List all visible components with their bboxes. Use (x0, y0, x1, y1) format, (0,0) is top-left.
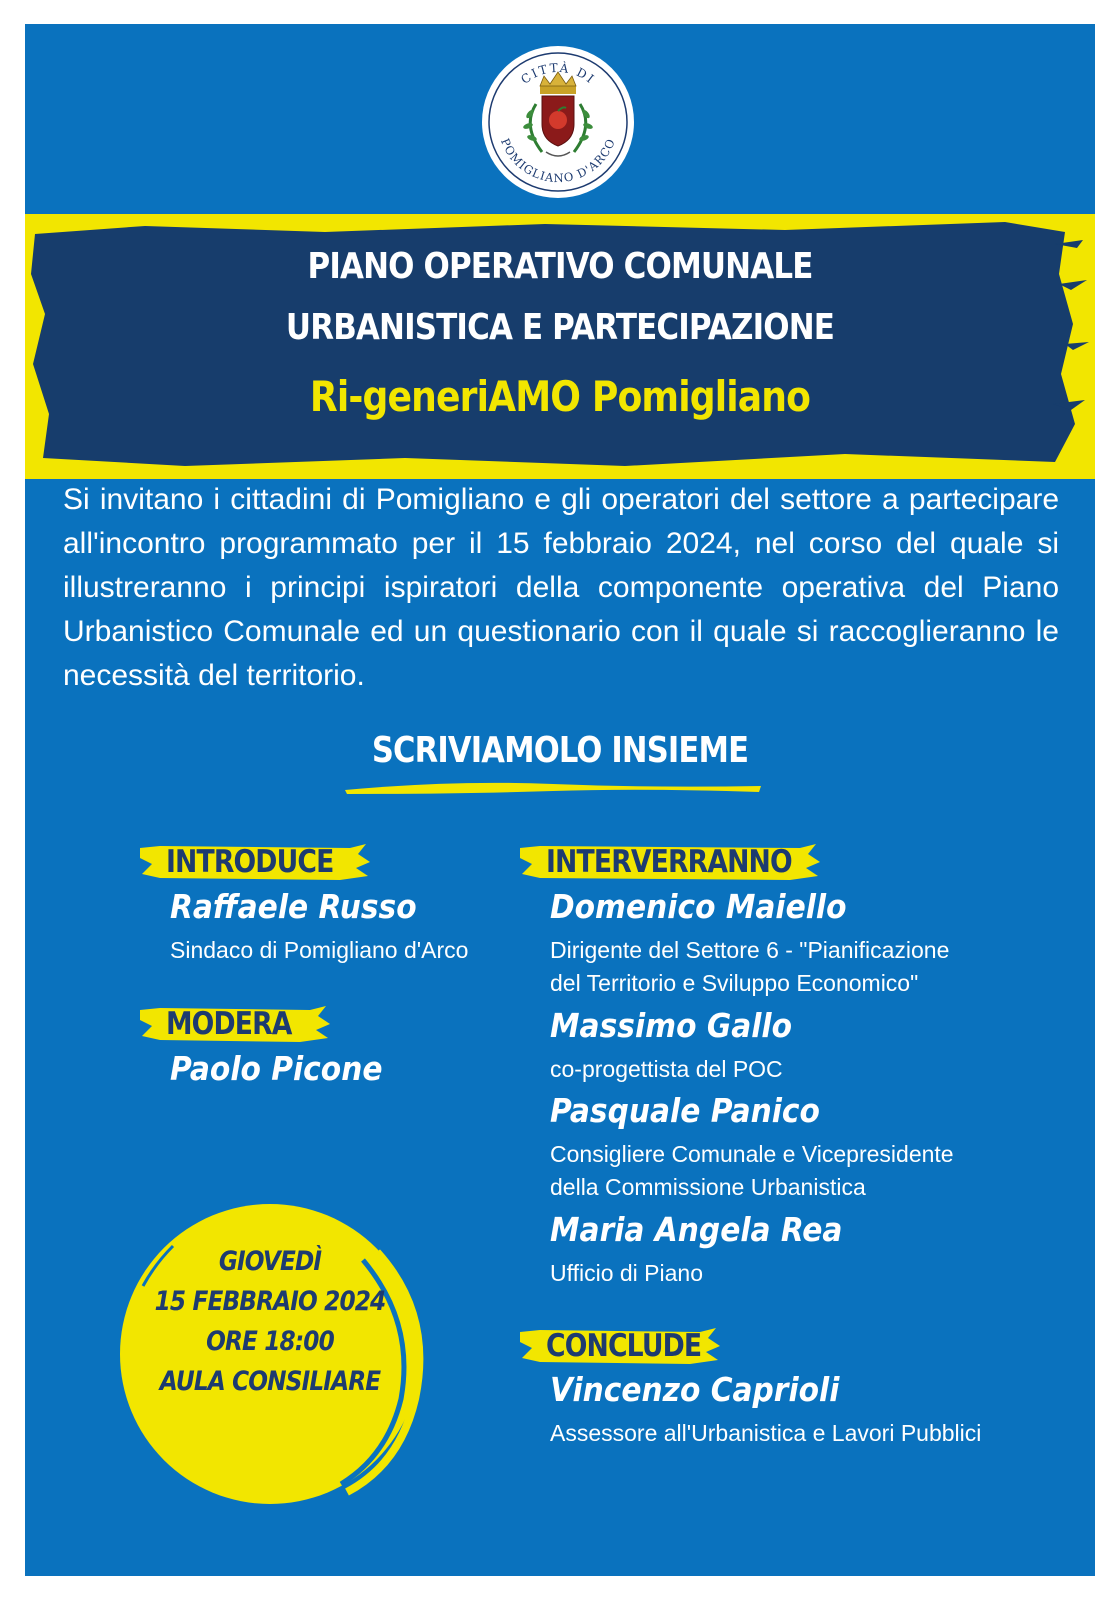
modera-tag (140, 1004, 330, 1044)
event-subtitle: Ri-generiAMO Pomigliano (309, 372, 811, 421)
modera-name: Paolo Picone (170, 1049, 383, 1088)
introduce-tag (140, 842, 370, 882)
title-line-1: PIANO OPERATIVO COMUNALE (307, 246, 813, 287)
conclude-name: Vincenzo Caprioli (550, 1370, 840, 1409)
speaker-name: Domenico Maiello (550, 887, 847, 926)
speaker-role: del Territorio e Sviluppo Economico" (550, 970, 919, 996)
section-title: SCRIVIAMOLO INSIEME (371, 730, 749, 771)
section-title-underline (343, 778, 763, 796)
title-line-2: URBANISTICA E PARTECIPAZIONE (285, 307, 835, 348)
poster (25, 24, 1095, 1576)
intro-paragraph: Si invitano i cittadini di Pomigliano e gli operatori del settore a partecipare all'incontro programmato per il 15 febbraio 2024, nel corso del quale si illustreranno i principi ispiratori della componente operativa del Piano Urbanistico Comunale ed un questionario con il quale si raccoglieranno le necessità del territorio. (63, 483, 1059, 692)
seal-text-top: CITTÀ DI (518, 60, 598, 87)
speaker-role: della Commissione Urbanistica (550, 1174, 866, 1200)
interverranno-label: INTERVERRANNO (546, 844, 792, 880)
seal-text-bottom: POMIGLIANO D'ARCO (497, 136, 619, 186)
speaker-name: Pasquale Panico (550, 1091, 820, 1130)
speaker-name: Massimo Gallo (550, 1006, 793, 1045)
modera-label: MODERA (166, 1006, 292, 1042)
introduce-name: Raffaele Russo (170, 887, 417, 926)
introduce-role: Sindaco di Pomigliano d'Arco (170, 937, 469, 963)
conclude-tag (520, 1326, 720, 1366)
event-place: AULA CONSILIARE (159, 1366, 381, 1397)
conclude-role: Assessore all'Urbanistica e Lavori Pubblici (550, 1420, 982, 1446)
event-date: 15 FEBBRAIO 2024 (154, 1286, 386, 1317)
event-day: GIOVEDÌ (218, 1246, 322, 1277)
conclude-label: CONCLUDE (546, 1328, 702, 1364)
interverranno-tag (520, 842, 820, 882)
speaker-role: Consigliere Comunale e Vicepresidente (550, 1141, 954, 1167)
event-time: ORE 18:00 (206, 1326, 334, 1357)
speaker-role: Ufficio di Piano (550, 1260, 703, 1286)
speaker-role: Dirigente del Settore 6 - "Pianificazione (550, 937, 950, 963)
city-seal-logo (480, 44, 636, 200)
introduce-label: INTRODUCE (166, 844, 334, 880)
speaker-name: Maria Angela Rea (550, 1210, 843, 1249)
speaker-role: co-progettista del POC (550, 1056, 783, 1082)
